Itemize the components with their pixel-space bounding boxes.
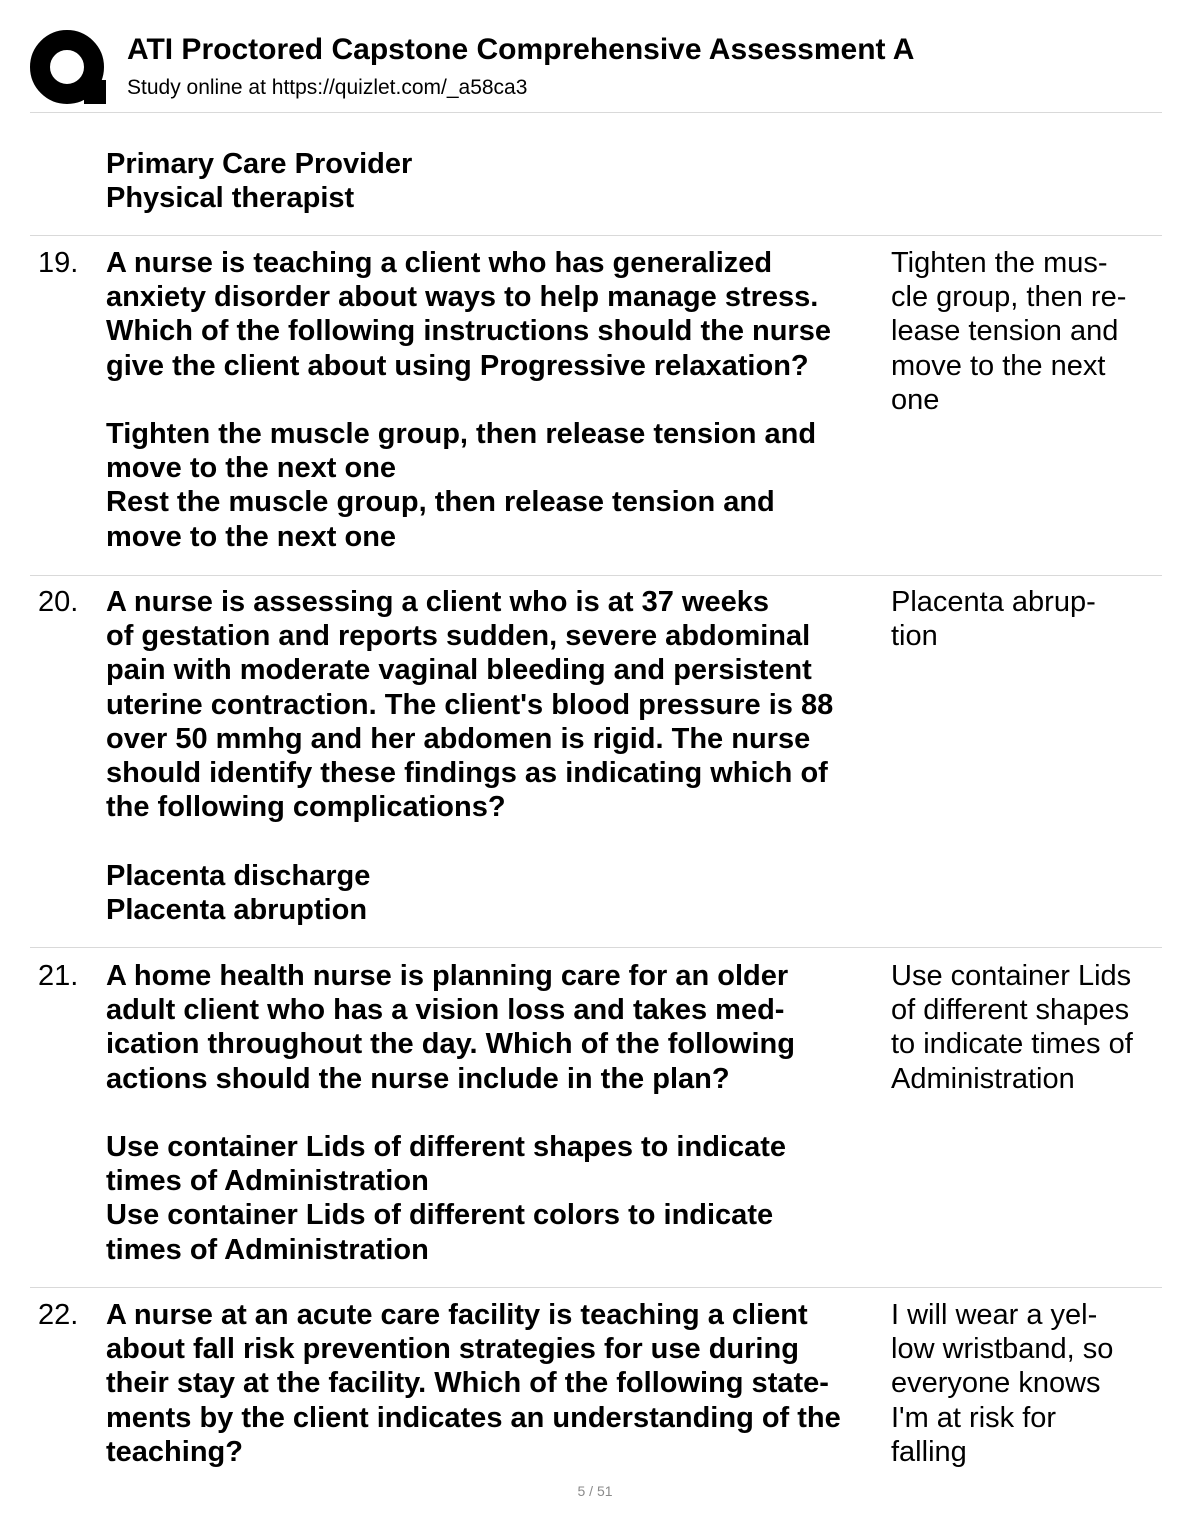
question-line: should identify these findings as indicating which of — [106, 757, 828, 790]
question-number: 21. — [38, 960, 79, 992]
question-line: actions should the nurse include in the plan? — [106, 1062, 730, 1095]
answer-line: I will wear a yel- — [891, 1299, 1098, 1331]
option-line: Physical therapist — [106, 182, 355, 215]
question-line: of gestation and reports sudden, severe abdominal — [106, 620, 811, 653]
answer-line: to indicate times of — [891, 1028, 1133, 1061]
page-number: 5 / 51 — [577, 1483, 613, 1499]
option-line: Placenta discharge — [106, 859, 371, 892]
answer-line: cle group, then re- — [891, 281, 1127, 314]
quizlet-q-logo-icon — [30, 30, 108, 108]
answer-line: low wristband, so — [891, 1333, 1114, 1366]
question-line: give the client about using Progressive relaxation? — [106, 349, 809, 382]
answer-text — [891, 585, 1161, 653]
divider — [30, 235, 1162, 236]
divider — [30, 1287, 1162, 1288]
question-text — [106, 959, 886, 1267]
question-number: 22. — [38, 1299, 79, 1331]
question-line: pain with moderate vaginal bleeding and persistent — [106, 654, 812, 687]
answer-text — [891, 246, 1161, 417]
question-line: their stay at the facility. Which of the following state- — [106, 1367, 829, 1400]
answer-line: Placenta abrup- — [891, 586, 1096, 618]
question-line: teaching? — [106, 1435, 243, 1468]
option-line: Use container Lids of different shapes to indicate — [106, 1131, 787, 1163]
answer-text — [891, 1298, 1161, 1469]
question-number: 19. — [38, 247, 79, 279]
question-line: the following complications? — [106, 791, 506, 824]
question-line: A home health nurse is planning care for an older — [106, 960, 789, 992]
answer-line: one — [891, 383, 940, 416]
answer-line: I'm at risk for — [891, 1401, 1057, 1434]
answer-line: Tighten the mus- — [891, 247, 1108, 279]
question-line: anxiety disorder about ways to help manage stress. — [106, 281, 819, 314]
answer-line: falling — [891, 1435, 967, 1468]
option-line: Primary Care Provider — [106, 148, 413, 180]
question-line: A nurse at an acute care facility is teaching a client — [106, 1299, 808, 1331]
question-line: A nurse is teaching a client who has generalized — [106, 247, 773, 279]
question-text — [106, 1298, 886, 1469]
divider — [30, 575, 1162, 576]
option-line: Tighten the muscle group, then release tension and — [106, 418, 817, 450]
document-header — [30, 28, 1162, 113]
option-line: Use container Lids of different colors to indicate — [106, 1199, 774, 1232]
continuation-options — [106, 147, 886, 215]
option-line: move to the next one — [106, 520, 397, 553]
question-line: ments by the client indicates an understanding of the — [106, 1401, 841, 1434]
option-line: Placenta abruption — [106, 893, 368, 926]
answer-text — [891, 959, 1161, 1096]
question-text — [106, 585, 886, 927]
question-line: Which of the following instructions should the nurse — [106, 315, 831, 348]
question-line: over 50 mmhg and her abdomen is rigid. The nurse — [106, 722, 811, 755]
question-line: uterine contraction. The client's blood pressure is 88 — [106, 688, 834, 721]
question-line: adult client who has a vision loss and takes med- — [106, 994, 785, 1027]
option-line: times of Administration — [106, 1165, 429, 1198]
divider — [30, 947, 1162, 948]
question-number: 20. — [38, 586, 79, 618]
answer-line: tion — [891, 620, 938, 653]
answer-line: Administration — [891, 1062, 1075, 1095]
option-line: times of Administration — [106, 1233, 429, 1266]
option-line: move to the next one — [106, 452, 397, 485]
question-text — [106, 246, 886, 554]
document-title: ATI Proctored Capstone Comprehensive Assessment A — [127, 33, 915, 66]
answer-line: everyone knows — [891, 1367, 1101, 1400]
answer-line: Use container Lids — [891, 960, 1132, 992]
answer-line: lease tension and — [891, 315, 1119, 348]
question-line: about fall risk prevention strategies for use during — [106, 1333, 799, 1366]
question-line: A nurse is assessing a client who is at 37 weeks — [106, 586, 770, 618]
answer-line: of different shapes — [891, 994, 1130, 1027]
answer-line: move to the next — [891, 349, 1106, 382]
study-online-link[interactable]: Study online at https://quizlet.com/_a58ca3 — [127, 76, 528, 99]
option-line: Rest the muscle group, then release tension and — [106, 486, 775, 519]
question-line: ication throughout the day. Which of the following — [106, 1028, 795, 1061]
